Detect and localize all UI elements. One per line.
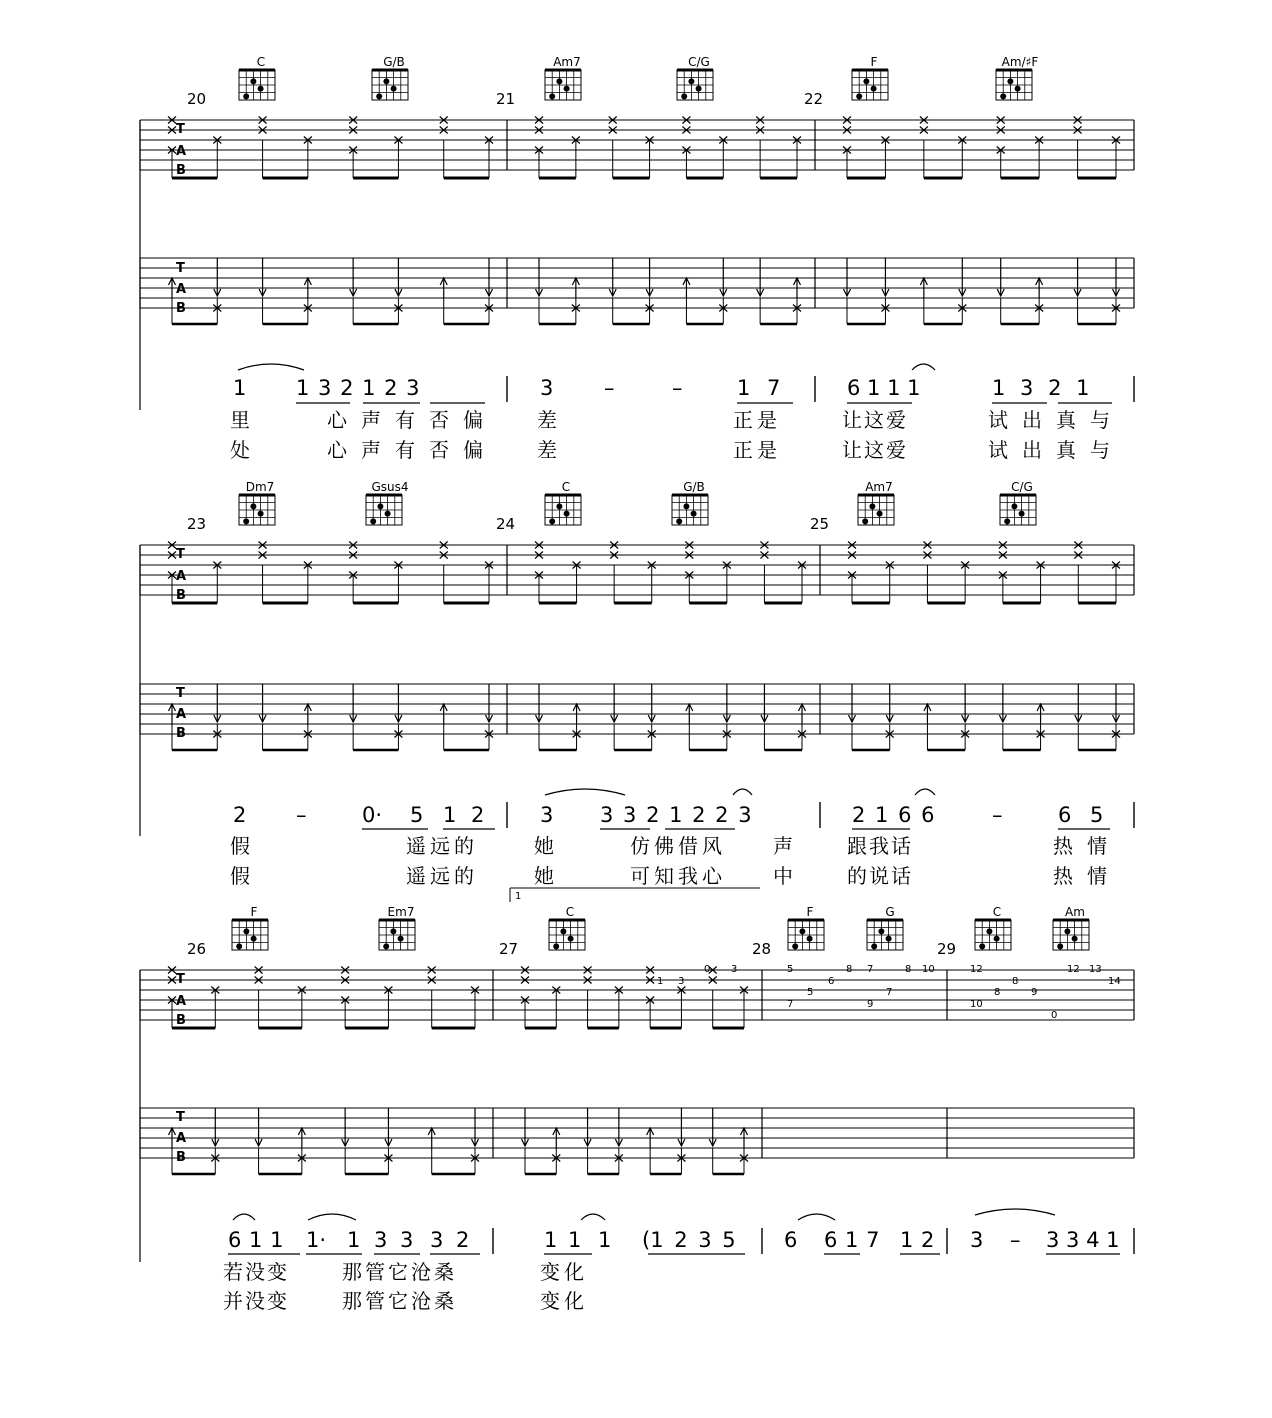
chord-dot xyxy=(564,86,570,92)
lyric: 正是 xyxy=(733,438,781,462)
chord-dot xyxy=(243,928,249,934)
chord-name: G xyxy=(885,905,895,919)
numbered-note: 6 xyxy=(784,1228,798,1252)
tab-letter: T xyxy=(176,972,185,987)
tab-letter: B xyxy=(176,726,186,741)
tab-letter: A xyxy=(176,282,187,297)
tab-letter: T xyxy=(176,261,185,276)
measure-number: 29 xyxy=(937,940,957,958)
chord-dot xyxy=(871,86,877,92)
lyric: 中 xyxy=(773,864,793,888)
chord-dot xyxy=(560,928,566,934)
chord-dot xyxy=(564,511,570,517)
chord-dot xyxy=(696,86,702,92)
chord-dot xyxy=(877,511,883,517)
chord-dot xyxy=(863,78,869,84)
chord-name: C xyxy=(256,55,266,69)
chord-dot xyxy=(1057,943,1063,949)
lyric: 跟我话 xyxy=(847,834,913,858)
chord-dot xyxy=(391,86,397,92)
numbered-note: 3 3 4 1 xyxy=(1046,1228,1120,1252)
chord-dot xyxy=(549,518,555,524)
chord-name: C/G xyxy=(1011,480,1033,494)
fret-number: 8 xyxy=(846,964,853,975)
chord-name: Am/♯F xyxy=(1001,55,1039,69)
chord-dot xyxy=(979,943,985,949)
lyric: 可知我心 xyxy=(630,864,726,888)
chord-dot xyxy=(994,936,1000,942)
chord-dot xyxy=(691,511,697,517)
numbered-note: 1 2 xyxy=(900,1228,935,1252)
chord-dot xyxy=(390,928,396,934)
lyric: 那管它沧桑 xyxy=(342,1289,457,1313)
slur xyxy=(233,1214,255,1220)
measure-number: 27 xyxy=(499,940,519,958)
measure-number: 23 xyxy=(187,515,207,533)
measure-number: 22 xyxy=(804,90,824,108)
fret-number: 8 xyxy=(994,987,1001,998)
chord-dot xyxy=(807,936,813,942)
numbered-note: – xyxy=(1010,1228,1021,1252)
lyric: 正是 xyxy=(733,408,781,432)
measure-number: 25 xyxy=(810,515,830,533)
chord-dot xyxy=(799,928,805,934)
chord-dot xyxy=(376,93,382,99)
chord-dot xyxy=(1019,511,1025,517)
numbered-note: 1 1 xyxy=(544,1228,582,1252)
fret-number: 9 xyxy=(867,999,874,1010)
chord-dot xyxy=(878,928,884,934)
fret-number: 14 xyxy=(1108,976,1121,987)
measure-number: 28 xyxy=(752,940,772,958)
lyric: 处 xyxy=(230,438,250,462)
chord-name: Gsus4 xyxy=(371,480,409,494)
fret-number: 0 xyxy=(1051,1010,1058,1021)
chord-dot xyxy=(1011,503,1017,509)
fret-number: 10 xyxy=(970,999,983,1010)
chord-dot xyxy=(862,518,868,524)
lyric: 里 xyxy=(230,408,250,432)
chord-dot xyxy=(383,943,389,949)
tab-letter: B xyxy=(176,1150,186,1165)
chord-dot xyxy=(1064,928,1070,934)
numbered-note: 1 7 xyxy=(737,376,781,400)
fret-number: 3 xyxy=(678,976,685,987)
fret-number: 8 xyxy=(1012,976,1019,987)
measure-number: 24 xyxy=(496,515,516,533)
chord-dot xyxy=(683,503,689,509)
lyric: 热情 xyxy=(1053,864,1121,888)
measure-number: 26 xyxy=(187,940,207,958)
chord-dot xyxy=(676,518,682,524)
slur xyxy=(912,364,935,370)
fret-number: 5 xyxy=(807,987,814,998)
numbered-note: 6 1 7 xyxy=(824,1228,880,1252)
chord-dot xyxy=(1015,86,1021,92)
lyric: 差 xyxy=(537,408,557,432)
numbered-note: 5 xyxy=(410,803,424,827)
lyric: 变化 xyxy=(540,1289,588,1313)
fret-number: 7 xyxy=(886,987,893,998)
chord-dot xyxy=(258,511,264,517)
numbered-note: – xyxy=(604,376,615,400)
chord-name: C xyxy=(992,905,1002,919)
lyric: 假 xyxy=(230,834,250,858)
chord-dot xyxy=(243,518,249,524)
numbered-note: 3 3 2 1 2 2 3 xyxy=(600,803,752,827)
slur xyxy=(975,1209,1055,1215)
chord-dot xyxy=(986,928,992,934)
lyric: 试出真与 xyxy=(988,408,1124,432)
tab-letter: A xyxy=(176,569,187,584)
lyric: 她 xyxy=(534,864,554,888)
numbered-note: (1 2 3 5 xyxy=(642,1228,736,1252)
chord-dot xyxy=(251,936,257,942)
tab-letter: B xyxy=(176,301,186,316)
lyric: 并没变 xyxy=(223,1289,289,1313)
numbered-note: – xyxy=(296,803,307,827)
numbered-note: 6 1 1 1 xyxy=(847,376,921,400)
fret-number: 7 xyxy=(787,999,794,1010)
chord-dot xyxy=(250,78,256,84)
chord-dot xyxy=(688,78,694,84)
numbered-note: 3 xyxy=(970,1228,984,1252)
fret-number: 6 xyxy=(828,976,835,987)
lyric: 若没变 xyxy=(223,1260,289,1284)
tab-letter: T xyxy=(176,547,185,562)
slur xyxy=(308,1214,356,1220)
chord-name: Dm7 xyxy=(245,480,275,494)
chord-name: C xyxy=(561,480,571,494)
chord-name: F xyxy=(250,905,258,919)
slur xyxy=(238,364,304,370)
chord-dot xyxy=(871,943,877,949)
chord-dot xyxy=(556,503,562,509)
fret-number: 12 xyxy=(1067,964,1080,975)
lyric: 她 xyxy=(534,834,554,858)
numbered-note: 1 3 2 1 xyxy=(992,376,1090,400)
lyric: 试出真与 xyxy=(988,438,1124,462)
fret-number: 0 xyxy=(704,964,711,975)
chord-dot xyxy=(886,936,892,942)
numbered-note: 1 3 2 1 2 3 xyxy=(296,376,420,400)
chord-dot xyxy=(258,86,264,92)
tab-letter: A xyxy=(176,994,187,1009)
lyric: 的说话 xyxy=(847,864,913,888)
chord-dot xyxy=(856,93,862,99)
tab-letter: T xyxy=(176,122,185,137)
chord-name: G/B xyxy=(383,55,405,69)
chord-name: F xyxy=(806,905,814,919)
numbered-note: 1 xyxy=(598,1228,612,1252)
numbered-note: – xyxy=(672,376,683,400)
chord-dot xyxy=(377,503,383,509)
tab-letter: B xyxy=(176,163,186,178)
slur xyxy=(545,789,625,795)
fret-number: 8 xyxy=(905,964,912,975)
fret-number: 5 xyxy=(787,964,794,975)
chord-dot xyxy=(1072,936,1078,942)
tab-letter: A xyxy=(176,144,187,159)
tab-letter: T xyxy=(176,1110,185,1125)
chord-name: Am7 xyxy=(865,480,893,494)
lyric: 心声有否偏 xyxy=(327,438,497,462)
fret-number: 1 xyxy=(657,976,664,987)
chord-dot xyxy=(243,93,249,99)
chord-dot xyxy=(681,93,687,99)
measure-number: 20 xyxy=(187,90,207,108)
lyric: 心声有否偏 xyxy=(327,408,497,432)
lyric: 声 xyxy=(773,834,793,858)
chord-name: Am7 xyxy=(553,55,581,69)
tab-letter: A xyxy=(176,707,187,722)
chord-dot xyxy=(398,936,404,942)
chord-name: F xyxy=(870,55,878,69)
fret-number: 12 xyxy=(970,964,983,975)
chord-dot xyxy=(1007,78,1013,84)
numbered-note: 6 1 1 xyxy=(228,1228,284,1252)
slur xyxy=(915,789,935,795)
chord-dot xyxy=(1004,518,1010,524)
chord-name: Am xyxy=(1065,905,1085,919)
lyric: 让这爱 xyxy=(842,438,908,462)
tab-letter: B xyxy=(176,588,186,603)
numbered-note: 3 xyxy=(540,803,554,827)
chord-dot xyxy=(1000,93,1006,99)
chord-dot xyxy=(792,943,798,949)
numbered-note: 1 xyxy=(233,376,247,400)
slur xyxy=(581,1214,605,1220)
fret-number: 7 xyxy=(867,964,874,975)
chord-dot xyxy=(568,936,574,942)
chord-dot xyxy=(370,518,376,524)
tab-letter: B xyxy=(176,1013,186,1028)
chord-dot xyxy=(383,78,389,84)
numbered-note: 6 5 xyxy=(1058,803,1104,827)
chord-name: C xyxy=(565,905,575,919)
numbered-note: 1· xyxy=(306,1228,327,1252)
chord-dot xyxy=(556,78,562,84)
chord-dot xyxy=(553,943,559,949)
fret-number: 3 xyxy=(731,964,738,975)
numbered-note: 2 xyxy=(233,803,247,827)
chord-dot xyxy=(250,503,256,509)
fret-number: 13 xyxy=(1089,964,1102,975)
lyric: 遥远的 xyxy=(406,864,478,888)
chord-dot xyxy=(236,943,242,949)
slur xyxy=(798,1214,835,1220)
tab-letter: T xyxy=(176,686,185,701)
numbered-note: 3 2 xyxy=(430,1228,470,1252)
numbered-note: 1 xyxy=(347,1228,361,1252)
lyric: 仿佛借风 xyxy=(630,834,726,858)
volta-number: 1 xyxy=(515,891,522,902)
numbered-note: – xyxy=(992,803,1003,827)
fret-number: 9 xyxy=(1031,987,1038,998)
chord-dot xyxy=(869,503,875,509)
chord-dot xyxy=(385,511,391,517)
numbered-note: 2 1 6 6 xyxy=(852,803,935,827)
numbered-note: 1 2 xyxy=(443,803,485,827)
lyric: 遥远的 xyxy=(406,834,478,858)
lyric: 假 xyxy=(230,864,250,888)
numbered-note: 3 xyxy=(540,376,554,400)
chord-name: Em7 xyxy=(387,905,415,919)
slur xyxy=(733,789,752,795)
chord-name: C/G xyxy=(688,55,710,69)
chord-name: G/B xyxy=(683,480,705,494)
numbered-note: 0· xyxy=(362,803,383,827)
lyric: 让这爱 xyxy=(842,408,908,432)
chord-dot xyxy=(549,93,555,99)
measure-number: 21 xyxy=(496,90,516,108)
numbered-note: 3 3 xyxy=(374,1228,414,1252)
lyric: 热情 xyxy=(1053,834,1121,858)
lyric: 那管它沧桑 xyxy=(342,1260,457,1284)
tab-letter: A xyxy=(176,1131,187,1146)
fret-number: 10 xyxy=(922,964,935,975)
lyric: 变化 xyxy=(540,1260,588,1284)
lyric: 差 xyxy=(537,438,557,462)
